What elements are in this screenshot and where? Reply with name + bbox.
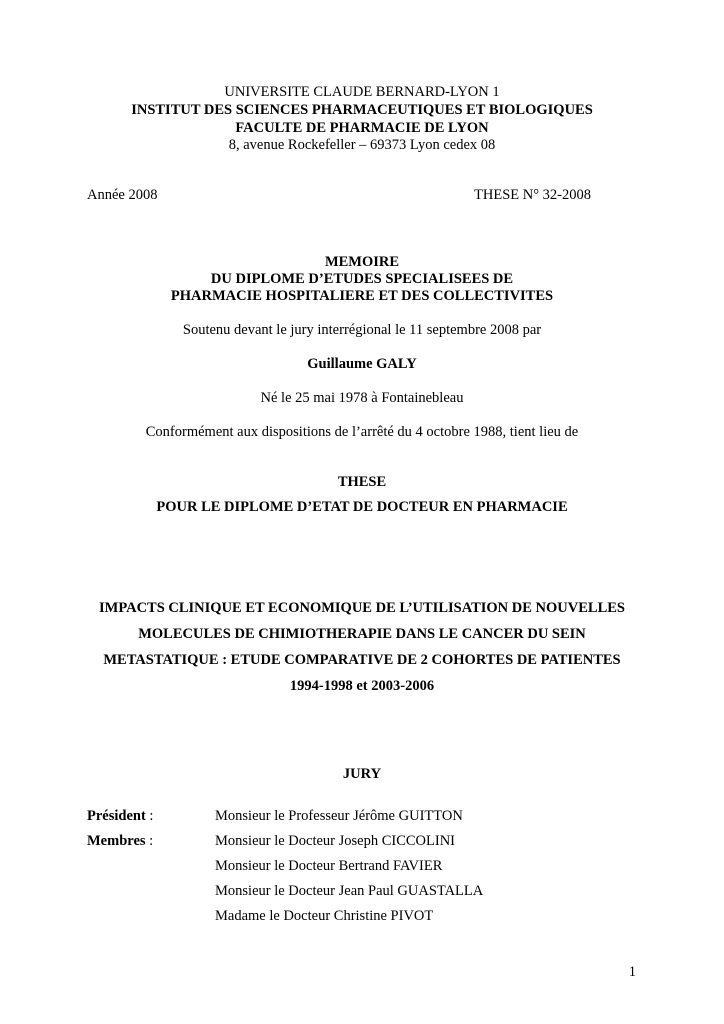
- members-label-row: [87, 833, 153, 850]
- thesis-title-line-3: METASTATIQUE : ETUDE COMPARATIVE DE 2 COHORTES DE PATIENTES: [103, 652, 621, 668]
- members-label: Membres: [87, 833, 146, 849]
- thesis-title-line-2: MOLECULES DE CHIMIOTHERAPIE DANS LE CANCER DU SEIN: [138, 626, 586, 642]
- president-label: Président: [87, 808, 146, 824]
- defense-statement: Soutenu devant le jury interrégional le 11 septembre 2008 par: [182, 322, 542, 338]
- address: 8, avenue Rockefeller – 69373 Lyon cedex 08: [228, 137, 496, 153]
- jury-heading: JURY: [342, 766, 382, 782]
- jury-member: Madame le Docteur Christine PIVOT: [215, 908, 434, 924]
- birth-info: Né le 25 mai 1978 à Fontainebleau: [260, 390, 464, 406]
- faculty-name: FACULTE DE PHARMACIE DE LYON: [235, 120, 489, 136]
- these-subtitle: POUR LE DIPLOME D’ETAT DE DOCTEUR EN PHARMACIE: [156, 499, 568, 515]
- president-label-row: [87, 808, 153, 825]
- conformity-statement: Conformément aux dispositions de l’arrêté du 4 octobre 1988, tient lieu de: [145, 424, 579, 440]
- thesis-title-line-1: IMPACTS CLINIQUE ET ECONOMIQUE DE L’UTILISATION DE NOUVELLES: [98, 600, 625, 616]
- jury-member: Monsieur le Docteur Joseph CICCOLINI: [215, 833, 456, 849]
- president-colon: :: [149, 808, 154, 824]
- university-name: UNIVERSITE CLAUDE BERNARD-LYON 1: [224, 84, 500, 100]
- memoire-line-3: PHARMACIE HOSPITALIERE ET DES COLLECTIVITES: [170, 288, 554, 304]
- members-colon: :: [149, 833, 154, 849]
- these-title: THESE: [337, 474, 387, 490]
- institute-name: INSTITUT DES SCIENCES PHARMACEUTIQUES ET BIOLOGIQUES: [131, 102, 593, 118]
- memoire-line-2: DU DIPLOME D’ETUDES SPECIALISEES DE: [210, 271, 514, 287]
- jury-member: Monsieur le Docteur Bertrand FAVIER: [215, 858, 443, 874]
- thesis-number: THESE N° 32-2008: [474, 187, 591, 203]
- president-name: Monsieur le Professeur Jérôme GUITTON: [215, 808, 463, 824]
- jury-member: Monsieur le Docteur Jean Paul GUASTALLA: [215, 883, 484, 899]
- year-label: Année 2008: [87, 187, 158, 203]
- page-number: 1: [628, 964, 636, 980]
- author-name: Guillaume GALY: [307, 356, 417, 372]
- memoire-title: MEMOIRE: [324, 254, 400, 270]
- thesis-title-line-4: 1994-1998 et 2003-2006: [289, 678, 435, 694]
